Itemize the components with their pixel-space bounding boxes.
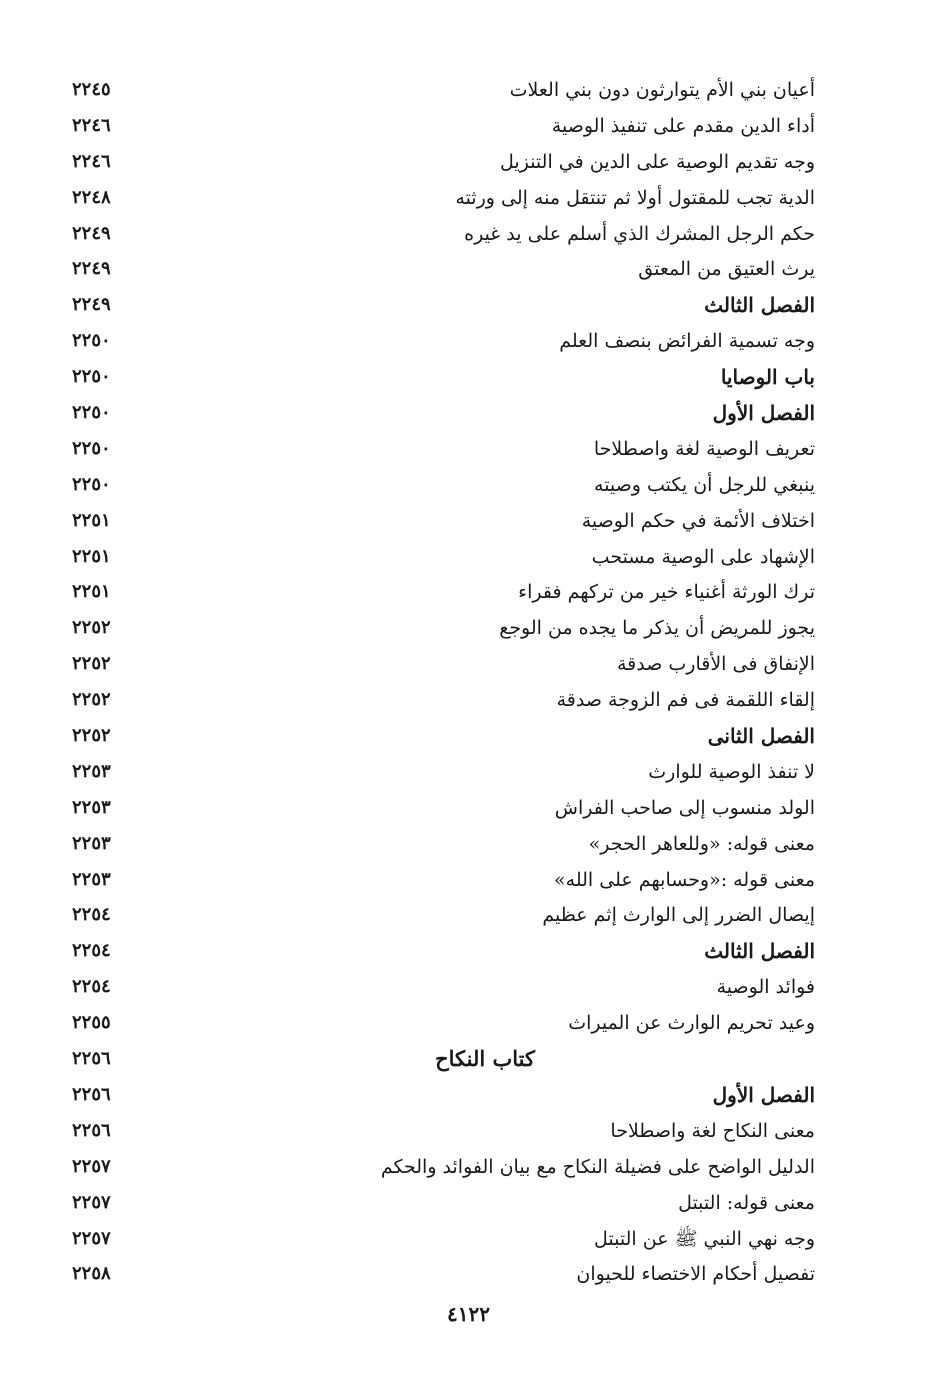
toc-entry-title: يجوز للمريض أن يذكر ما يجده من الوجع: [499, 617, 815, 640]
toc-row: [60, 574, 815, 610]
toc-page-number: ٢٢٥٥: [72, 1012, 111, 1034]
toc-row: [60, 539, 815, 575]
toc-page-number: ٢٢٥٧: [72, 1227, 111, 1249]
toc-row: [60, 359, 815, 395]
toc-section-heading: باب الوصايا: [720, 365, 815, 390]
toc-entry-title: لا تنفذ الوصية للوارث: [648, 760, 815, 783]
toc-page-number: ٢٢٤٩: [72, 222, 111, 244]
toc-row: [60, 431, 815, 467]
toc-page-number: ٢٢٥٠: [72, 330, 111, 352]
toc-row: [60, 1185, 815, 1221]
table-of-contents: [60, 72, 815, 1292]
toc-row: [60, 467, 815, 503]
toc-entry-title: اختلاف الأئمة في حكم الوصية: [581, 509, 815, 532]
toc-entry-title: يرث العتيق من المعتق: [638, 258, 815, 281]
toc-entry-title: الدية تجب للمقتول أولا ثم تنتقل منه إلى ورثته: [455, 186, 815, 209]
toc-page-number: ٢٢٥٤: [72, 976, 111, 998]
toc-row: [60, 826, 815, 862]
toc-row: [60, 790, 815, 826]
toc-page-number: ٢٢٥٨: [72, 1263, 111, 1285]
toc-row: [60, 395, 815, 431]
toc-row: [60, 646, 815, 682]
toc-section-heading: الفصل الثالث: [704, 293, 815, 318]
toc-page-number: ٢٢٥٦: [72, 1083, 111, 1105]
toc-page-number: ٢٢٥٢: [72, 689, 111, 711]
toc-page-number: ٢٢٥٠: [72, 437, 111, 459]
toc-section-heading: الفصل الثالث: [704, 939, 815, 964]
toc-page-number: ٢٢٤٩: [72, 258, 111, 280]
toc-row: [60, 682, 815, 718]
toc-row: [60, 72, 815, 108]
toc-row: [60, 108, 815, 144]
toc-entry-title: وجه تقديم الوصية على الدين في التنزيل: [500, 150, 815, 173]
toc-page-number: ٢٢٥٦: [72, 1048, 111, 1070]
toc-entry-title: فوائد الوصية: [716, 976, 815, 999]
toc-page-number: ٢٢٥٦: [72, 1119, 111, 1141]
toc-entry-title: إلقاء اللقمة فى فم الزوجة صدقة: [556, 689, 815, 712]
toc-entry-title: ينبغي للرجل أن يكتب وصيته: [594, 473, 815, 496]
toc-entry-title: معنى قوله: «وللعاهر الحجر»: [588, 832, 815, 855]
toc-page-number: ٢٢٥٣: [72, 760, 111, 782]
toc-row: [60, 251, 815, 287]
toc-entry-title: معنى قوله: التبتل: [678, 1191, 815, 1214]
toc-page-number: ٢٢٥٢: [72, 653, 111, 675]
toc-row: [60, 933, 815, 969]
toc-row: [60, 1005, 815, 1041]
toc-page-number: ٢٢٤٥: [72, 79, 111, 100]
toc-page-number: ٢٢٥٣: [72, 796, 111, 818]
toc-entry-title: الولد منسوب إلى صاحب الفراش: [554, 796, 815, 819]
toc-entry-title: حكم الرجل المشرك الذي أسلم على يد غيره: [464, 222, 815, 245]
toc-row: [60, 180, 815, 216]
toc-entry-title: وجه نهي النبي ﷺ عن التبتل: [594, 1227, 815, 1250]
toc-page-number: ٢٢٥٠: [72, 473, 111, 495]
toc-page-number: ٢٢٥١: [72, 581, 111, 603]
toc-row: [60, 1149, 815, 1185]
toc-section-heading: الفصل الأول: [712, 401, 815, 426]
toc-row: [60, 1221, 815, 1257]
toc-row: [60, 610, 815, 646]
toc-page-number: ٢٢٥٣: [72, 868, 111, 890]
toc-entry-title: الإشهاد على الوصية مستحب: [591, 545, 815, 568]
toc-row: [60, 323, 815, 359]
toc-row: [60, 1077, 815, 1113]
toc-page-number: ٢٢٥٤: [72, 904, 111, 926]
toc-row: [60, 287, 815, 323]
toc-row: [60, 1041, 815, 1077]
toc-page-number: ٢٢٤٦: [72, 150, 111, 172]
toc-section-heading: الفصل الأول: [712, 1082, 815, 1107]
toc-page-number: ٢٢٥٢: [72, 617, 111, 639]
toc-entry-title: الإنفاق فى الأقارب صدقة: [616, 653, 815, 676]
toc-entry-title: معنى قوله :«وحسابهم على الله»: [554, 868, 815, 891]
toc-row: [60, 754, 815, 790]
toc-page-number: ٢٢٥١: [72, 545, 111, 567]
toc-page-number: ٢٢٥١: [72, 509, 111, 531]
toc-page-number: ٢٢٥٤: [72, 940, 111, 962]
toc-entry-title: وعيد تحريم الوارث عن الميراث: [568, 1012, 815, 1035]
toc-row: [60, 1113, 815, 1149]
toc-entry-title: إيصال الضرر إلى الوارث إثم عظيم: [542, 904, 815, 927]
toc-entry-title: ترك الورثة أغنياء خير من تركهم فقراء: [518, 581, 815, 604]
toc-page-number: ٢٢٥٧: [72, 1155, 111, 1177]
toc-entry-title: تعريف الوصية لغة واصطلاحا: [593, 437, 815, 460]
toc-page-number: ٢٢٥٧: [72, 1191, 111, 1213]
toc-row: [60, 503, 815, 539]
toc-row: [60, 969, 815, 1005]
toc-entry-title: معنى النكاح لغة واصطلاحا: [610, 1119, 815, 1142]
toc-page-number: ٢٢٥٠: [72, 366, 111, 388]
toc-entry-title: وجه تسمية الفرائض بنصف العلم: [559, 330, 815, 353]
toc-entry-title: أداء الدين مقدم على تنفيذ الوصية: [551, 114, 815, 137]
toc-entry-title: الدليل الواضح على فضيلة النكاح مع بيان الفوائد والحكم: [380, 1155, 815, 1178]
page-number: ٤١٢٢: [447, 1302, 490, 1326]
toc-section-heading: كتاب النكاح: [435, 1046, 535, 1072]
toc-page-number: ٢٢٥٢: [72, 725, 111, 747]
toc-entry-title: أعيان بني الأم يتوارثون دون بني العلات: [509, 79, 815, 101]
toc-page-number: ٢٢٥٠: [72, 402, 111, 424]
toc-row: [60, 216, 815, 252]
toc-row: [60, 144, 815, 180]
toc-section-heading: الفصل الثانى: [707, 724, 815, 749]
toc-page-number: ٢٢٤٦: [72, 114, 111, 136]
toc-row: [60, 718, 815, 754]
toc-entry-title: تفصيل أحكام الاختصاء للحيوان: [576, 1263, 815, 1286]
toc-row: [60, 862, 815, 898]
toc-page-number: ٢٢٤٨: [72, 186, 111, 208]
toc-row: [60, 1256, 815, 1292]
toc-page-number: ٢٢٤٩: [72, 294, 111, 316]
toc-row: [60, 897, 815, 933]
toc-page-number: ٢٢٥٣: [72, 832, 111, 854]
